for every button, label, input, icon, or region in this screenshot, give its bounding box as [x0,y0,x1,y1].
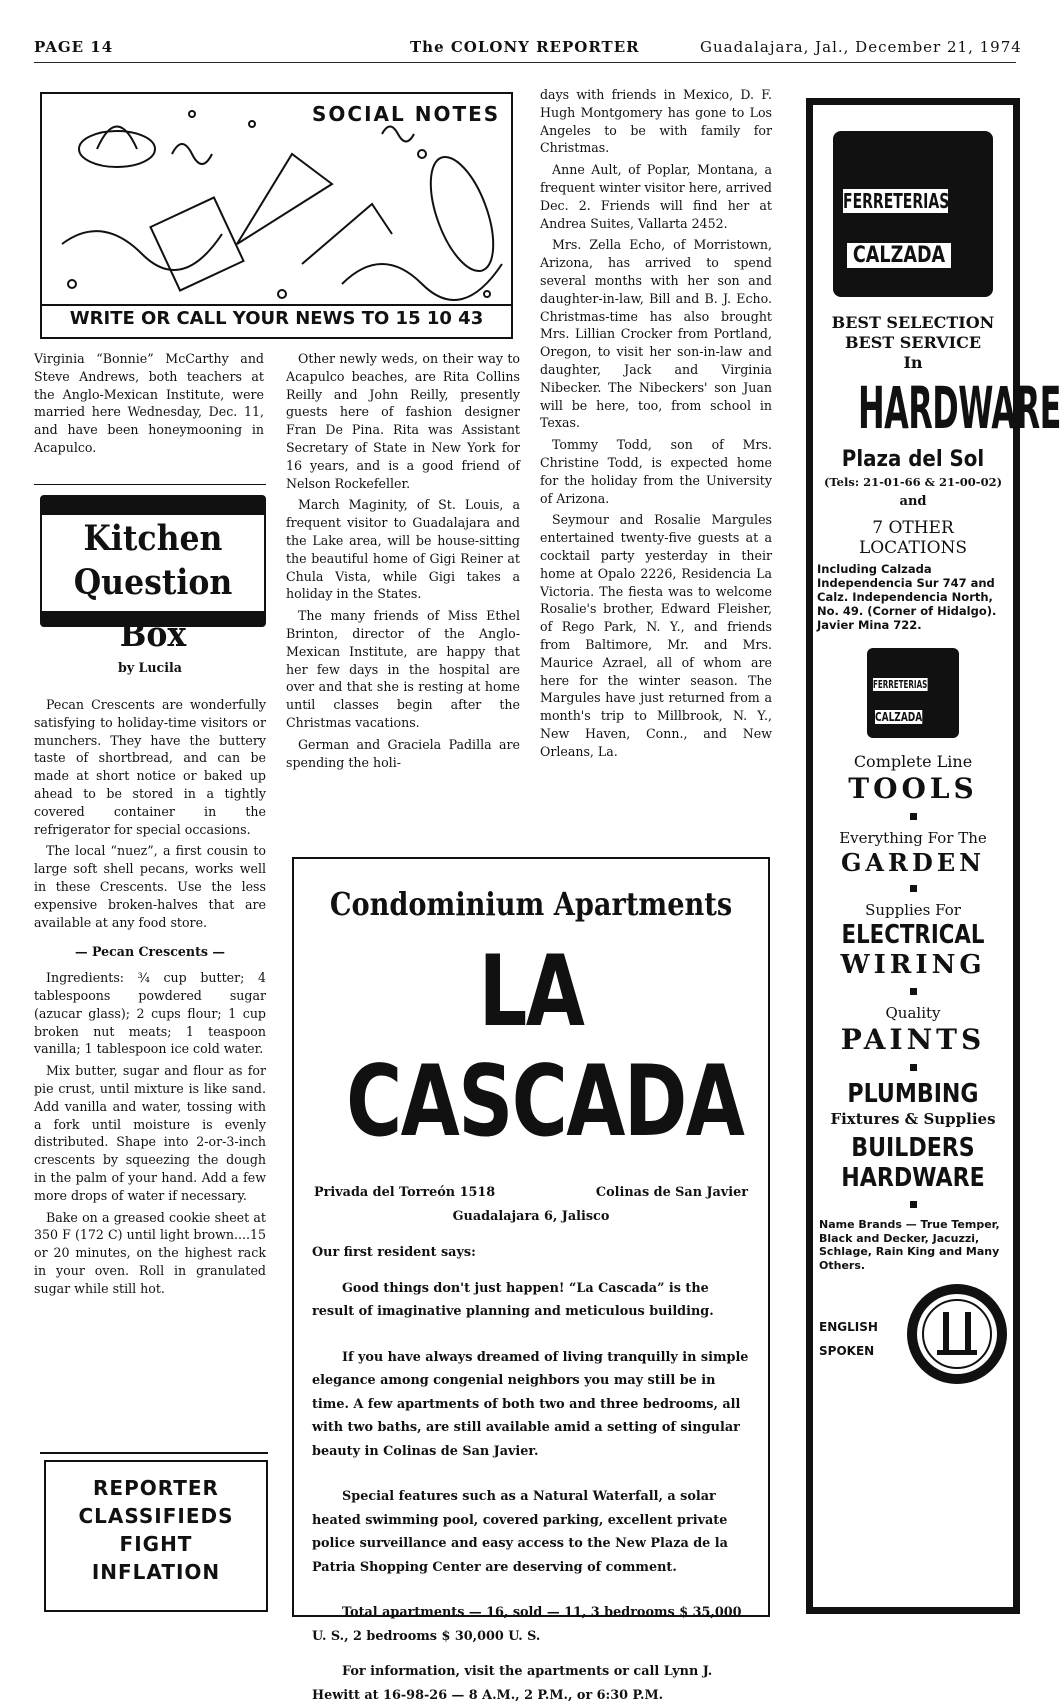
cascada-resident: Our first resident says: [312,1245,476,1260]
column-divider [34,484,266,485]
ferreterias-logo-small: FERRETERIAS CALZADA [867,648,959,738]
bullet-icon [910,988,917,995]
kitchen-article: Pecan Crescents are wonderfully satisfying to holiday-time visitors or munchers. They have the buttery taste of shortbread, and can be made at short notice or baked up ahead to be stored in a tightly covered container in the refrigerator for special occasions. The local “nuez”, a first cousin to large soft shell pecans, works well in these Crescents. Use the less expensive broken-halves that are available at any food store. — Pecan Crescents — Ingredients: ¾ cup butter; 4 tablespoons powdered sugar (azucar glass); 2 cups flour; 1 cup broken nut meats; 1 teaspoon vanilla; 1 tablespoon ice cold water. Mix butter, sugar and flour as for pie crust, until mixture is like sand. Add vanilla and water, tossing with a fork until moisture is evenly distributed. Shape into 2-or-3-inch crescents by squeezing the dough in the palm of your hand. Add a few more drops of water if necessary. Bake on a greased cookie sheet at 350 F (172 C) until light brown....15 or 20 minutes, on the highest rack in your oven. Roll in granulated sugar while still hot. [34,697,266,1296]
social-column-3: days with friends in Mexico, D. F. Hugh Montgomery has gone to Los Angeles to be with family for Christmas. Anne Ault, of Poplar, Montana, a frequent winter visitor here, arrived Dec. 2. Friends will find her at Andrea Suites, Vallarta 2452. Mrs. Zella Echo, of Morristown, Arizona, has arrived to spend several months with her son and daughter-in-law, Bill and B. J. Echo. Christmas-time has also brought Mrs. Lillian Crocker from Portland, Oregon, to visit her son-in-law and daughter, Jack and Virginia Nibecker. The Nibeckers' son Juan will be here, too, from school in Texas. Tommy Todd, son of Mrs. Christine Todd, is expected home for the holiday from the University of Arizona. Seymour and Rosalie Margules entertained twenty-five guests at a cocktail party yesterday in their home at Opalo 2226, Residencia La Victoria. The fiesta was to welcome Rosalie's brother, Edward Fleisher, of Rego Park, N. Y., and friends from Baltimore, Mr. and Mrs. Maurice Azrael, all of whom are here for the winter season. The Margules have just returned from a month's trip to Millbrook, N. Y., New Haven, Conn., and New Orleans, La. [540,87,772,759]
ferreterias-calzada-ad: FERRETERIAS CALZADA BEST SELECTION BEST SERVICE In HARDWARE Plaza del Sol (Tels: 21-01-66 & 21-00-02) and 7 OTHER LOCATIONS Including Calzada Independencia Sur 747 and Calz. Independencia North, No. 49. (Corner of Hidalgo). Javier Mina 722. FERRETERIAS CALZADA Complete Line TOOLS Everything For The GARDEN Supplies For ELECTRICAL WIRING Quality PAINTS PLUMBING Fixtures & Supplies BUILDERS HARDWARE Name Brands — True Temper, Black and Decker, Jacuzzi, Schlage, Rain King and Many Others. ENGLISH SPOKEN [806,98,1020,1614]
kitchen-byline: by Lucila [118,660,182,675]
social-notes-footer: WRITE OR CALL YOUR NEWS TO 15 10 43 [42,304,511,329]
paints-headline: PAINTS [840,1023,986,1056]
page-number: PAGE 14 [34,38,114,56]
hardware-headline-2: HARDWARE [841,1163,985,1193]
cascada-quote-1: Good things don't just happen! “La Cascada” is the result of imaginative planning and meticulous building. [312,1280,714,1319]
cascada-quote-2: If you have always dreamed of living tranquilly in simple elegance among congenial neighbors you may still be in time. A few apartments of both two and three bedrooms, all with two baths, are still available amid a setting of singular beauty in Colinas de San Javier. [312,1349,749,1459]
dateline: Guadalajara, Jal., December 21, 1974 [700,38,1022,56]
wedding-notice: Virginia “Bonnie” McCarthy and Steve Andrews, both teachers at the Anglo-Mexican Institute, were married here Wednesday, Dec. 11, and have been honeymooning in Acapulco. [34,351,264,455]
ferreterias-logo: FERRETERIAS CALZADA [833,131,993,297]
cascada-neighborhood: Colinas de San Javier [595,1185,748,1200]
social-column-2: Other newly weds, on their way to Acapulco beaches, are Rita Collins Reilly and John Reilly, presently guests here of fashion designer Fran De Pina. Rita was Assistant Secretary of State in New York for 16 years, and is a good friend of Nelson Rockefeller. March Maginity, of St. Louis, a frequent visitor to Guadalajara and the Lake area, will be house-sitting the beautiful home of Gigi Reiner at Chula Vista, while Gigi takes a holiday in the States. The many friends of Miss Ethel Brinton, director of the Anglo-Mexican Institute, are happy that her few days in the hospital are over and that she is resting at home until classes begin after the Christmas vacations. German and Graciela Padilla are spending the holi- [286,351,520,770]
kitchen-title-line2: Question Box [73,562,233,655]
electrical-headline: ELECTRICAL [841,920,985,950]
chamber-of-commerce-seal-icon [903,1280,1011,1388]
plumbing-headline: PLUMBING [847,1079,979,1109]
social-notes-title: SOCIAL NOTES [312,102,501,126]
cascada-contact: For information, visit the apartments or call Lynn J. Hewitt at 16-98-26 — 8 A.M., 2 P.M., or 6:30 P.M. [312,1664,713,1703]
classifieds-ad: REPORTER CLASSIFIEDS FIGHT INFLATION [44,1460,268,1612]
bullet-icon [910,1064,917,1071]
header-rule [34,62,1016,63]
cascada-subtitle: Condominium Apartments [329,885,733,923]
bullet-icon [910,885,917,892]
cascada-name: LA CASCADA [346,935,744,1159]
cascada-pricing: Total apartments — 16, sold — 11, 3 bedrooms $ 35,000 U. S., 2 bedrooms $ 30,000 U. S. [312,1605,742,1644]
la-cascada-ad [292,857,770,1703]
bullet-icon [910,1201,917,1208]
bullet-icon [910,813,917,820]
column-divider [40,1452,268,1454]
cascada-features: Special features such as a Natural Waterfall, a solar heated swimming pool, covered parking, excellent private police surveillance and easy access to the New Plaza de la Patria Shopping Center are deserving of comment. [312,1489,728,1575]
garden-headline: GARDEN [840,848,986,877]
newspaper-name: The COLONY REPORTER [410,38,640,56]
cascada-address: Privada del Torreón 1518 [314,1185,496,1200]
kitchen-title-line1: Kitchen [83,518,223,559]
recipe-title: — Pecan Crescents — [75,944,225,960]
tools-headline: TOOLS [848,772,978,805]
wiring-headline: WIRING [840,950,986,980]
kitchen-question-box-banner [40,495,266,655]
social-notes-banner [40,92,513,339]
cascada-city: Guadalajara 6, Jalisco [452,1209,610,1224]
hardware-headline: HARDWARE [858,374,1061,442]
builders-headline: BUILDERS [851,1133,975,1163]
